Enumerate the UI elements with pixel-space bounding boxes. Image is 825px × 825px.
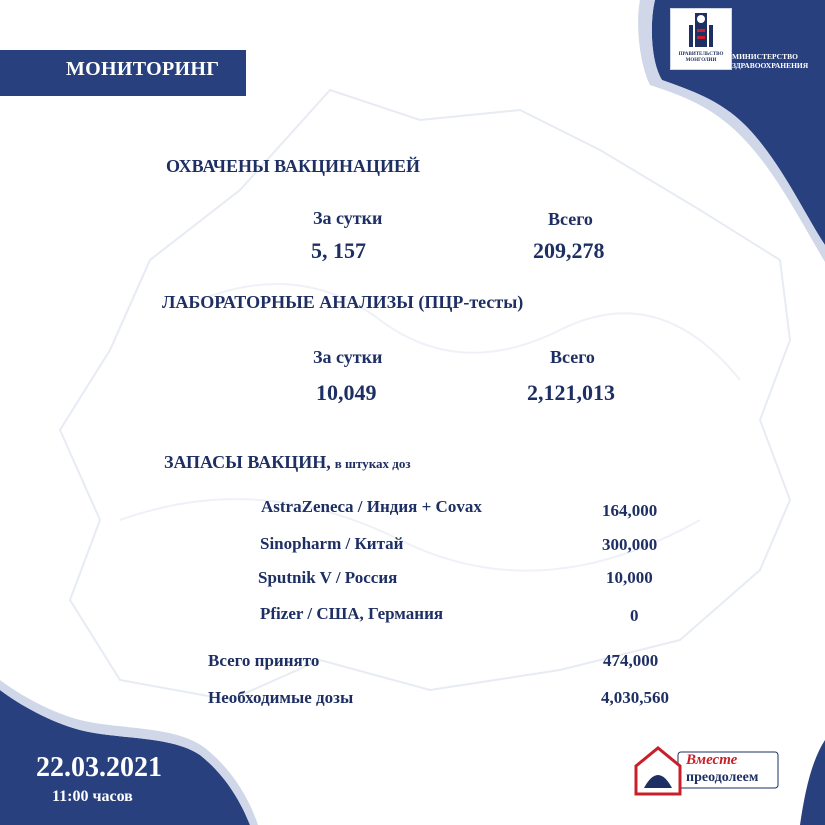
badge-top-text: Вместе <box>686 752 738 768</box>
needed-label: Необходимые дозы <box>208 688 354 707</box>
stock-item-value: 10,000 <box>606 568 653 587</box>
government-label: ПРАВИТЕЛЬСТВО МОНГОЛИИ <box>678 52 724 63</box>
lab-total-value: 2,121,013 <box>527 380 615 405</box>
lab-day-label: За сутки <box>313 347 383 367</box>
vaccination-total-value: 209,278 <box>533 238 605 263</box>
report-date: 22.03.2021 <box>36 752 162 783</box>
stock-item-name: Sinopharm / Китай <box>260 534 404 553</box>
badge-bottom-text: преодолеем <box>686 770 759 785</box>
vaccination-title: ОХВАЧЕНЫ ВАКЦИНАЦИЕЙ <box>166 156 421 176</box>
stock-title: ЗАПАСЫ ВАКЦИН, <box>164 452 331 472</box>
stock-item-name: AstraZeneca / Индия + Covax <box>261 497 482 516</box>
stock-item-value: 0 <box>630 606 639 625</box>
stock-item-value: 164,000 <box>602 501 658 520</box>
stock-item-value: 300,000 <box>602 535 658 554</box>
report-time: 11:00 часов <box>52 788 133 805</box>
vaccination-day-label: За сутки <box>313 208 383 228</box>
soyombo-icon <box>671 9 731 53</box>
stock-heading <box>164 452 411 473</box>
vaccination-day-value: 5, 157 <box>311 238 366 263</box>
lab-day-value: 10,049 <box>316 380 377 405</box>
stock-item-name: Pfizer / США, Германия <box>260 604 444 623</box>
ministry-label: МИНИСТЕРСТВО ЗДРАВООХРАНЕНИЯ <box>732 52 809 70</box>
lab-title: ЛАБОРАТОРНЫЕ АНАЛИЗЫ (ПЦР-тесты) <box>162 292 524 312</box>
stock-subtitle: в штуках доз <box>334 456 411 471</box>
needed-value: 4,030,560 <box>601 688 669 707</box>
lab-total-label: Всего <box>550 347 595 367</box>
received-value: 474,000 <box>603 651 659 670</box>
vaccination-total-label: Всего <box>548 209 593 229</box>
stock-item-name: Sputnik V / Россия <box>258 568 398 587</box>
monitoring-label: МОНИТОРИНГ <box>66 58 220 80</box>
received-label: Всего принято <box>208 651 320 670</box>
